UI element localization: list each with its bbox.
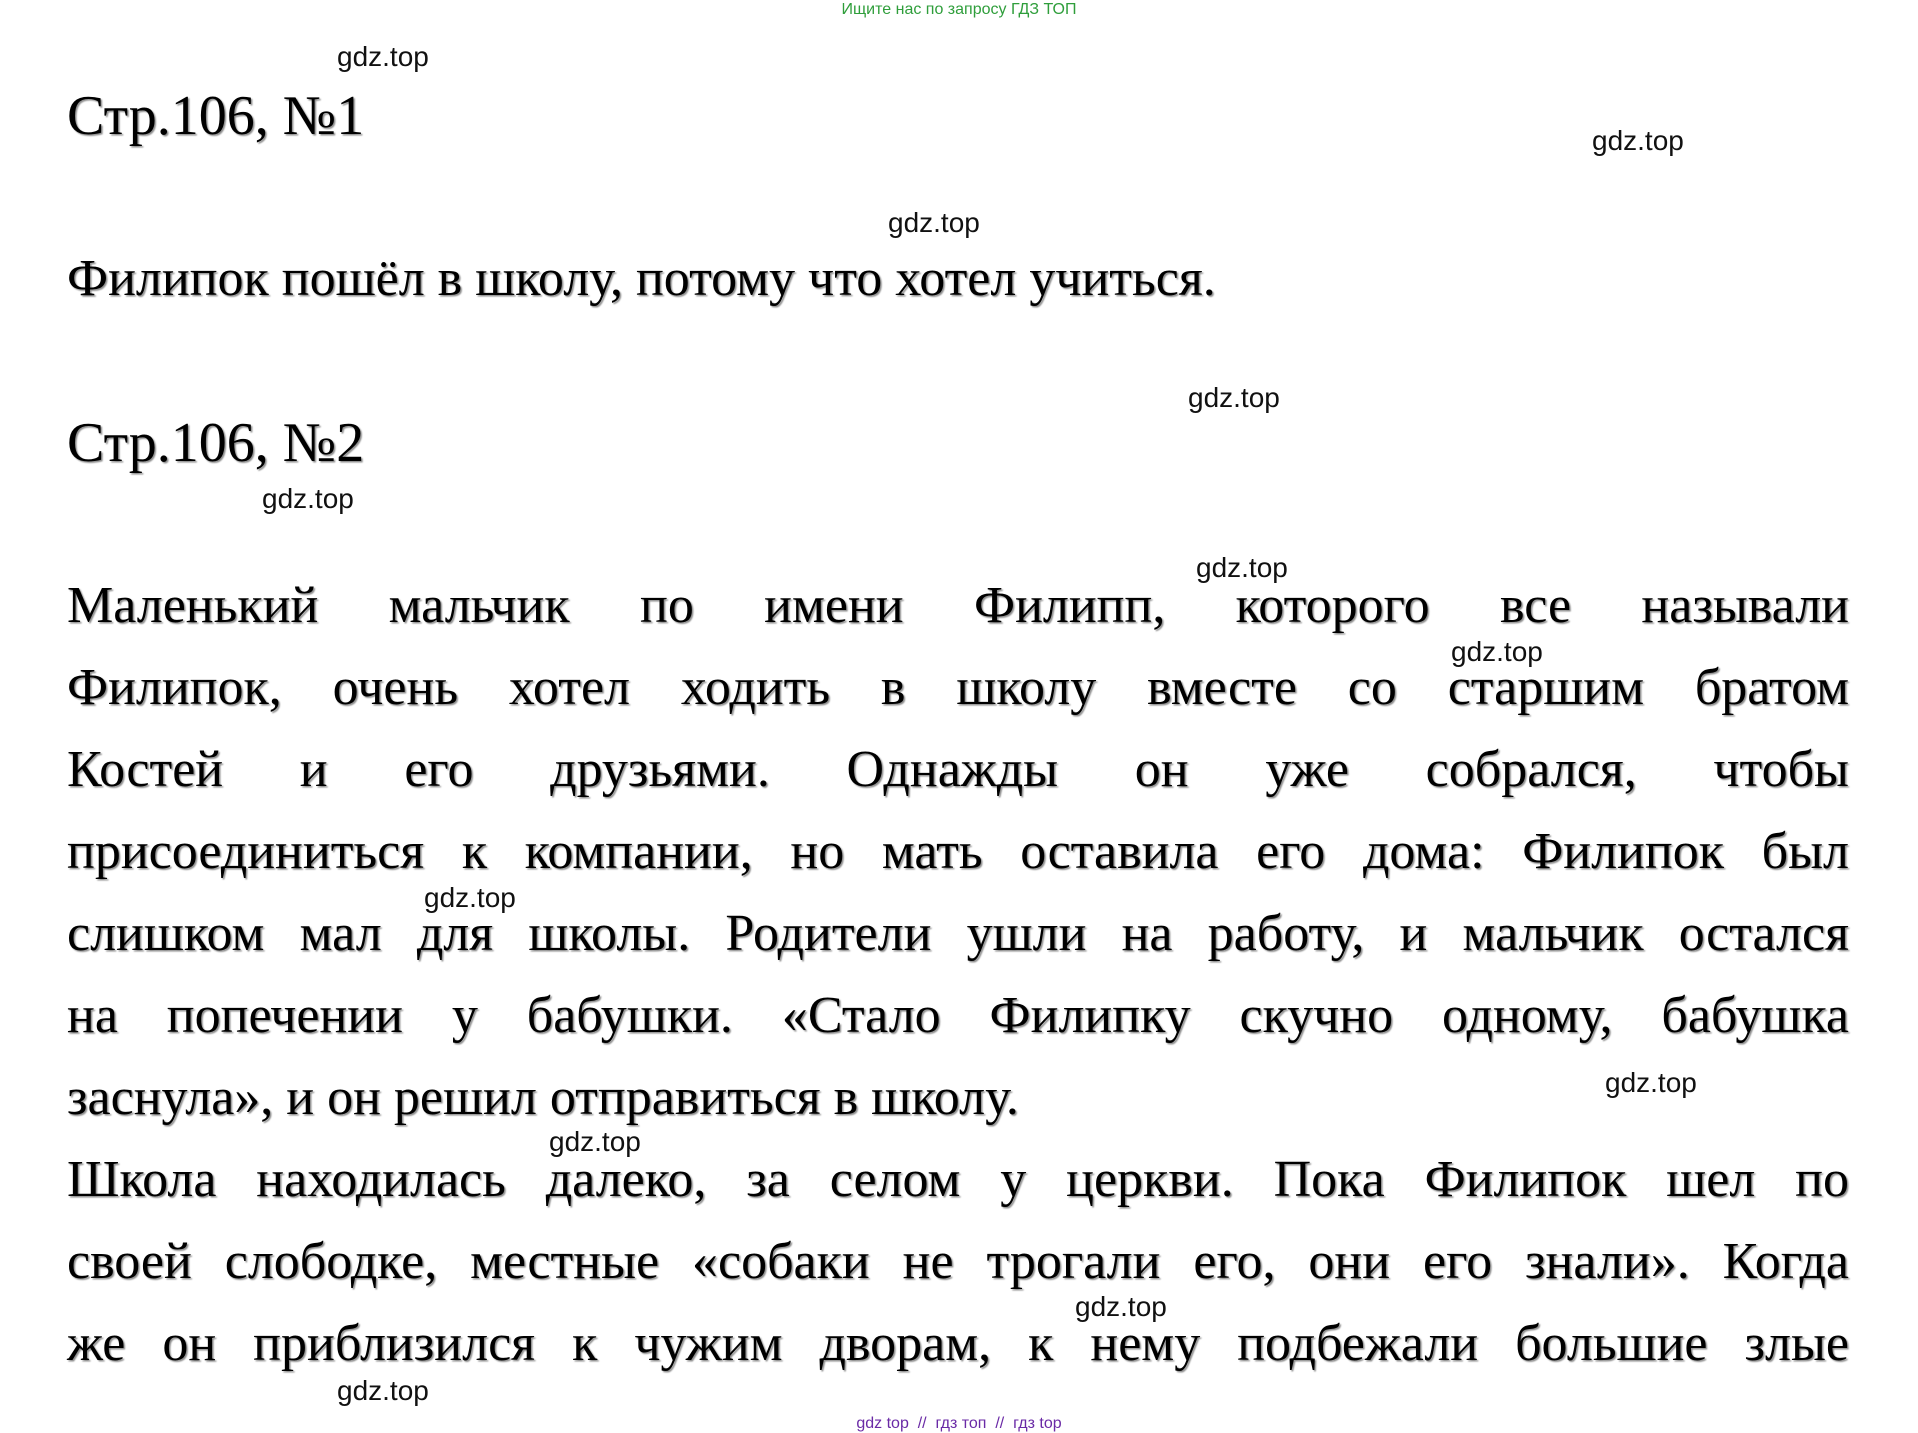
watermark: gdz.top <box>888 207 980 238</box>
footer-separator: // <box>917 1415 927 1432</box>
watermark: gdz.top <box>1075 1291 1167 1322</box>
footer-link[interactable]: gdz top <box>856 1415 909 1432</box>
watermark: gdz.top <box>549 1126 641 1157</box>
footer-link[interactable]: гдз top <box>1013 1415 1062 1432</box>
top-banner[interactable]: Ищите нас по запросу ГДЗ ТОП <box>841 1 1077 18</box>
paragraph-line: Филипок, очень хотел ходить в школу вместе со старшим братом <box>67 659 1849 716</box>
footer-separator: // <box>995 1415 1005 1432</box>
paragraph-line: Маленький мальчик по имени Филипп, которого все называли <box>67 577 1849 634</box>
paragraph-line: Костей и его друзьями. Однажды он уже собрался, чтобы <box>67 741 1849 798</box>
watermark: gdz.top <box>1605 1067 1697 1098</box>
watermark: gdz.top <box>337 1375 429 1406</box>
watermark: gdz.top <box>1196 552 1288 583</box>
page-heading-1: Стр.106, №1 <box>67 85 365 147</box>
paragraph-line: Школа находилась далеко, за селом у церкви. Пока Филипок шел по <box>67 1151 1849 1208</box>
watermark: gdz.top <box>1188 382 1280 413</box>
page-heading-2: Стр.106, №2 <box>67 412 365 474</box>
footer-links <box>0 1415 1918 1433</box>
paragraph-line: заснула», и он решил отправиться в школу. <box>67 1069 1019 1126</box>
paragraph-line: слишком мал для школы. Родители ушли на работу, и мальчик остался <box>67 905 1849 962</box>
watermark: gdz.top <box>424 882 516 913</box>
watermark: gdz.top <box>337 41 429 72</box>
paragraph-line: на попечении у бабушки. «Стало Филипку скучно одному, бабушка <box>67 987 1849 1044</box>
footer-link[interactable]: гдз топ <box>935 1415 987 1432</box>
watermark: gdz.top <box>262 483 354 514</box>
watermark: gdz.top <box>1451 636 1543 667</box>
paragraph-line: присоединиться к компании, но мать оставила его дома: Филипок был <box>67 823 1849 880</box>
watermark: gdz.top <box>1592 125 1684 156</box>
paragraph-line: же он приблизился к чужим дворам, к нему подбежали большие злые <box>67 1315 1849 1372</box>
paragraph-line: своей слободке, местные «собаки не трогали его, они его знали». Когда <box>67 1233 1849 1290</box>
answer-line: Филипок пошёл в школу, потому что хотел учиться. <box>67 250 1216 307</box>
